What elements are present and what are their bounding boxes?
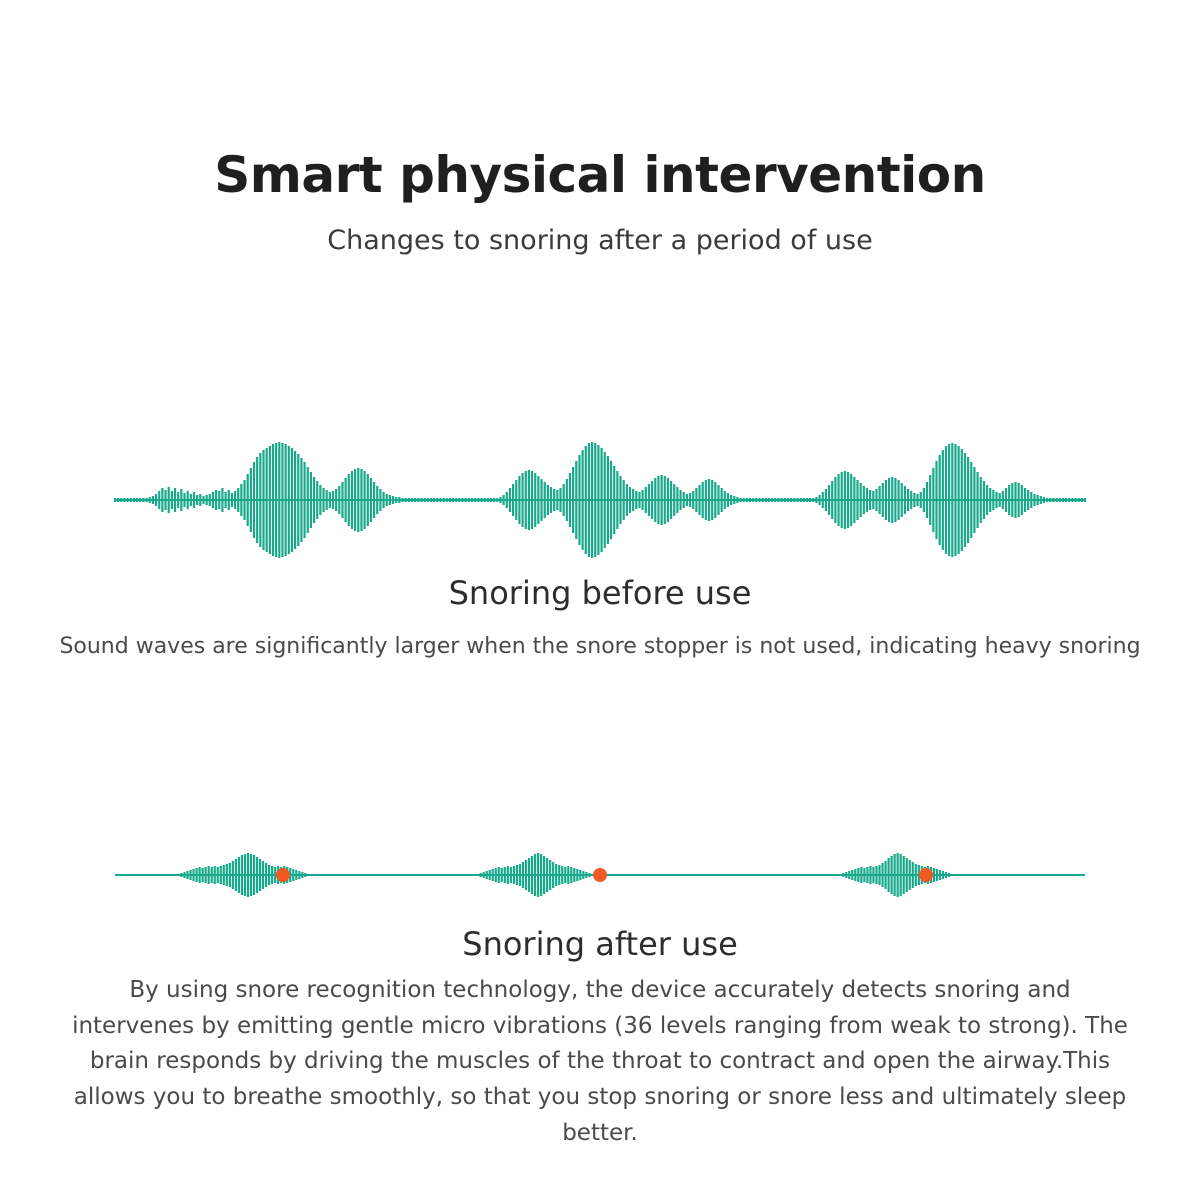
- waveform-before-use: [0, 430, 1200, 570]
- page-title: Smart physical intervention: [214, 146, 986, 204]
- description-after-use: By using snore recognition technology, the device accurately detects snoring and intervenes by emitting gentle micro vibrations (36 levels ranging from weak to strong). The brain responds by driving the muscles of the throat to contract and open the airway.This allows you to breathe smoothly, so that you stop snoring or snore less and ultimately sleep better.: [72, 977, 1128, 1146]
- chart-after-use: [0, 835, 1200, 1151]
- snore-event-marker: [593, 868, 607, 882]
- snore-event-marker: [919, 868, 933, 882]
- caption-before-use: Snoring before use: [448, 574, 752, 612]
- caption-after-use: Snoring after use: [462, 925, 738, 963]
- header: [0, 0, 1200, 256]
- waveform-after-use: [0, 835, 1200, 915]
- description-before-use: Sound waves are significantly larger when the snore stopper is not used, indicating heavy snoring: [59, 634, 1141, 659]
- page-subtitle: Changes to snoring after a period of use: [327, 225, 873, 256]
- snore-event-marker: [276, 868, 290, 882]
- chart-before-use: [0, 430, 1200, 664]
